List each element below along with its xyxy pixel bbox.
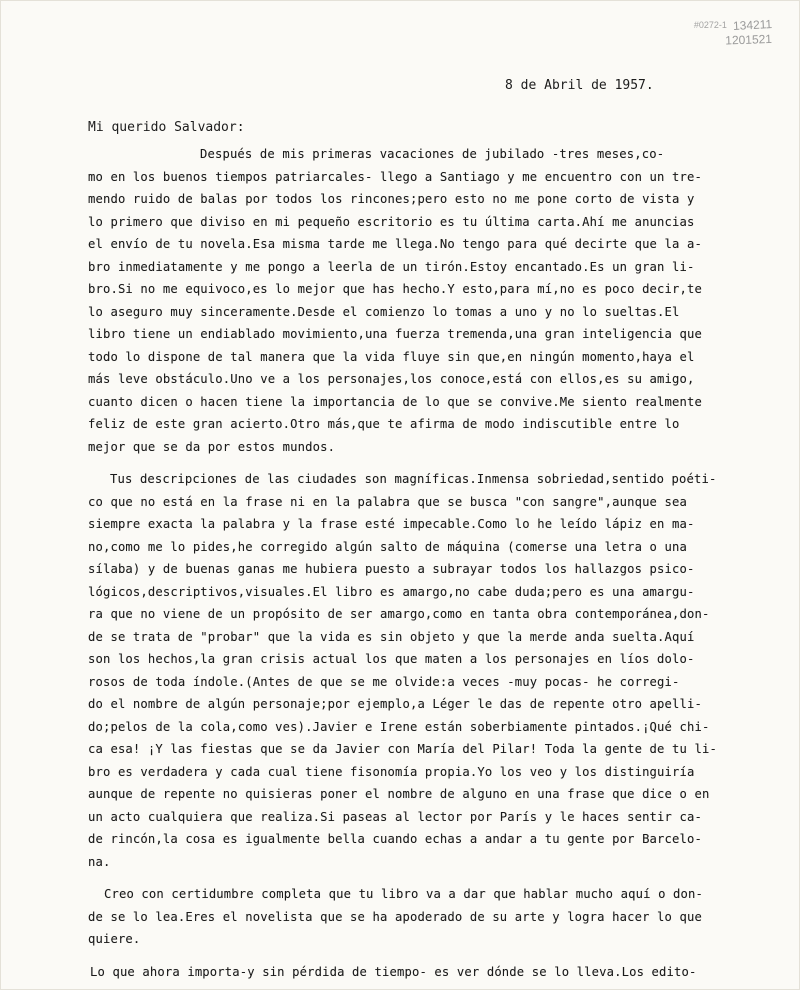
body-line: son los hechos,la gran crisis actual los que maten a los personajes en líos dolo- <box>88 652 695 666</box>
body-line: ra que no viene de un propósito de ser amargo,como en tanta obra contemporánea,don- <box>88 607 710 621</box>
paragraph-gap <box>88 951 768 961</box>
body-line: quiere. <box>88 932 141 946</box>
body-line: mejor que se da por estos mundos. <box>88 439 336 454</box>
body-line: un acto cualquiera que realiza.Si paseas al lector por París y le haces sentir ca- <box>88 809 702 824</box>
paragraph-gap <box>88 458 768 468</box>
body-line: sílaba) y de buenas ganas me hubiera puesto a subrayar todos los hallazgos psico- <box>88 562 695 576</box>
letter-salutation: Mi querido Salvador: <box>88 120 245 135</box>
body-line: todo lo dispone de tal manera que la vida fluye sin que,en ningún momento,haya el <box>88 349 695 364</box>
body-line: rosos de toda índole.(Antes de que se me olvide:a veces -muy pocas- he corregi- <box>88 674 680 689</box>
body-line: aunque de repente no quisieras poner el nombre de alguno en una frase que dice o en <box>88 787 710 801</box>
body-line: mo en los buenos tiempos patriarcales- llego a Santiago y me encuentro con un tre- <box>88 169 702 184</box>
body-line: na. <box>88 854 111 869</box>
body-line: Lo que ahora importa-y sin pérdida de tiempo- es ver dónde se lo lleva.Los edito- <box>90 964 697 979</box>
body-line: lo aseguro muy sinceramente.Desde el comienzo lo tomas a uno y no lo sueltas.El <box>88 304 680 319</box>
body-line: do el nombre de algún personaje;por ejemplo,a Léger le das de repente otro apelli- <box>88 697 702 711</box>
body-line: siempre exacta la palabra y la frase esté impecable.Como lo he leído lápiz en ma- <box>88 517 695 531</box>
body-line: feliz de este gran acierto.Otro más,que te afirma de modo indiscutible entre lo <box>88 417 680 431</box>
body-line: Tus descripciones de las ciudades son magníficas.Inmensa sobriedad,sentido poéti- <box>110 472 717 486</box>
body-line: libro tiene un endiablado movimiento,una fuerza tremenda,una gran inteligencia que <box>88 327 702 341</box>
body-line: ca esa! ¡Y las fiestas que se da Javier con María del Pilar! Toda la gente de tu li- <box>88 742 717 756</box>
body-line: de rincón,la cosa es igualmente bella cuando echas a andar a tu gente por Barcelo- <box>88 832 702 846</box>
body-line: bro es verdadera y cada cual tiene fisonomía propia.Yo los veo y los distinguiría <box>88 764 695 779</box>
letter-body <box>88 143 768 983</box>
body-line: bro.Si no me equivoco,es lo mejor que has hecho.Y esto,para mí,no es poco decir,te <box>88 282 702 296</box>
archive-annotations <box>652 18 772 48</box>
body-line: de se lo lea.Eres el novelista que se ha apoderado de su arte y logra hacer lo que <box>88 909 702 924</box>
paragraph-gap <box>88 873 768 883</box>
body-line: Después de mis primeras vacaciones de jubilado -tres meses,co- <box>200 147 665 161</box>
archive-code-a: #0272-1 <box>693 20 727 30</box>
body-line: más leve obstáculo.Uno ve a los personajes,los conoce,está con ellos,es su amigo, <box>88 372 695 386</box>
body-line: do;pelos de la cola,como ves).Javier e Irene están soberbiamente pintados.¡Qué chi- <box>88 719 710 734</box>
body-line: lógicos,descriptivos,visuales.El libro es amargo,no cabe duda;pero es una amargu- <box>88 584 695 599</box>
archive-code-c: 1201521 <box>725 31 773 48</box>
body-line: lo primero que diviso en mi pequeño escritorio es tu última carta.Ahí me anuncias <box>88 214 695 229</box>
body-line: el envío de tu novela.Esa misma tarde me llega.No tengo para qué decirte que la a- <box>88 237 702 251</box>
body-line: bro inmediatamente y me pongo a leerla de un tirón.Estoy encantado.Es un gran li- <box>88 259 695 274</box>
body-line: de se trata de "probar" que la vida es sin objeto y que la merde anda suelta.Aquí <box>88 629 695 644</box>
body-line: cuanto dicen o hacen tiene la importancia de lo que se convive.Me siento realmente <box>88 394 702 409</box>
letter-date: 8 de Abril de 1957. <box>505 78 654 93</box>
archive-code-b: 134211 <box>732 16 773 34</box>
body-line: no,como me lo pides,he corregido algún salto de máquina (comerse una letra o una <box>88 539 687 554</box>
body-line: co que no está en la frase ni en la palabra que se busca "con sangre",aunque sea <box>88 494 687 509</box>
body-line: mendo ruido de balas por todos los rincones;pero esto no me pone corto de vista y <box>88 192 695 206</box>
body-line: Creo con certidumbre completa que tu libro va a dar que hablar mucho aquí o don- <box>104 887 703 901</box>
